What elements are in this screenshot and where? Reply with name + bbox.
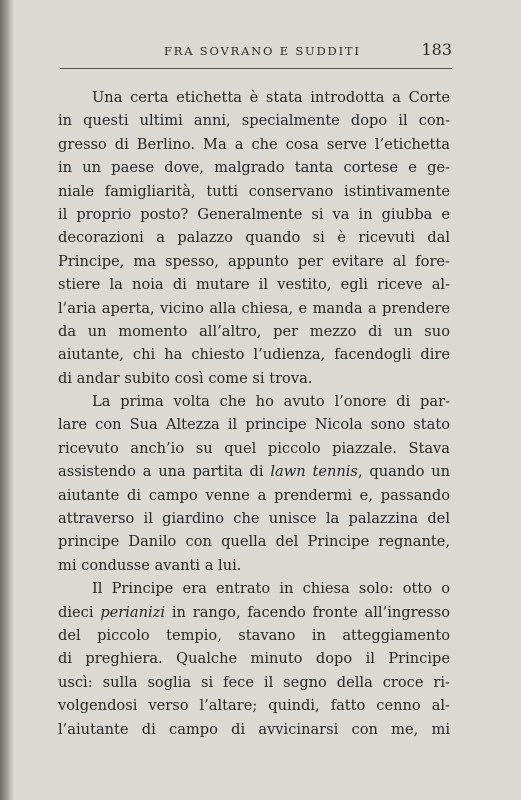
text-line: gresso di Berlino. Ma a che cosa serve l’etichetta — [58, 135, 450, 153]
text-line: l’aria aperta, vicino alla chiesa, e manda a prendere — [58, 299, 450, 317]
text-run: , quando un — [357, 463, 451, 481]
text-line: ricevuto anch’io su quel piccolo piazzale. Stava — [58, 439, 450, 457]
text-run: in rango, facendo fronte all’ingresso — [165, 603, 450, 621]
page-number: 183 — [421, 40, 452, 59]
text-line: mi condusse avanti a lui. — [58, 556, 242, 574]
text-line: aiutante di campo venne a prendermi e, passando — [58, 486, 450, 504]
text-line: di preghiera. Qualche minuto dopo il Principe — [58, 650, 450, 668]
text-line: stiere la noia di mutare il vestito, egli riceve al- — [58, 276, 450, 294]
text-line: l’aiutante di campo di avvicinarsi con me, mi — [58, 720, 450, 738]
text-line: decorazioni a palazzo quando si è ricevuti dal — [58, 229, 450, 247]
text-line — [58, 460, 450, 483]
text-line — [58, 601, 450, 624]
text-line: il proprio posto? Generalmente si va in giubba e — [58, 205, 450, 223]
text-line: lare con Sua Altezza il principe Nicola sono stato — [58, 416, 450, 434]
text-line: uscì: sulla soglia si fece il segno della croce ri- — [58, 673, 450, 691]
text-line: di andar subito così come si trova. — [58, 369, 313, 387]
text-line: in questi ultimi anni, specialmente dopo il con- — [58, 112, 450, 130]
text-run: dieci — [58, 603, 101, 621]
text-line: Una certa etichetta è stata introdotta a Corte — [92, 89, 450, 106]
italic-text: perianizi — [100, 603, 166, 621]
page-header — [60, 36, 452, 69]
text-line: da un momento all’altro, per mezzo di un suo — [58, 322, 450, 340]
italic-text: lawn tennis — [270, 463, 358, 481]
body-text — [58, 86, 450, 741]
text-line: attraverso il giardino che unisce la palazzina del — [58, 510, 450, 528]
text-line: volgendosi verso l’altare; quindi, fatto cenno al- — [58, 697, 450, 715]
text-run: assistendo a una partita di — [58, 463, 271, 481]
text-line: Principe, ma spesso, appunto per evitare al fore- — [58, 252, 450, 270]
text-line: La prima volta che ho avuto l’onore di par- — [92, 393, 450, 411]
text-line: del piccolo tempio, stavano in atteggiamento — [58, 626, 450, 644]
text-line: Il Principe era entrato in chiesa solo: otto o — [92, 580, 450, 598]
text-line: principe Danilo con quella del Principe regnante, — [58, 533, 450, 551]
text-line: aiutante, chi ha chiesto l’udienza, facendogli dire — [58, 346, 450, 364]
running-head: FRA SOVRANO E SUDDITI — [164, 44, 361, 58]
text-line: niale famigliarità, tutti conservano istintivamente — [58, 182, 450, 200]
page-gutter-shadow — [0, 0, 14, 800]
text-line: in un paese dove, malgrado tanta cortese e ge- — [58, 159, 450, 177]
